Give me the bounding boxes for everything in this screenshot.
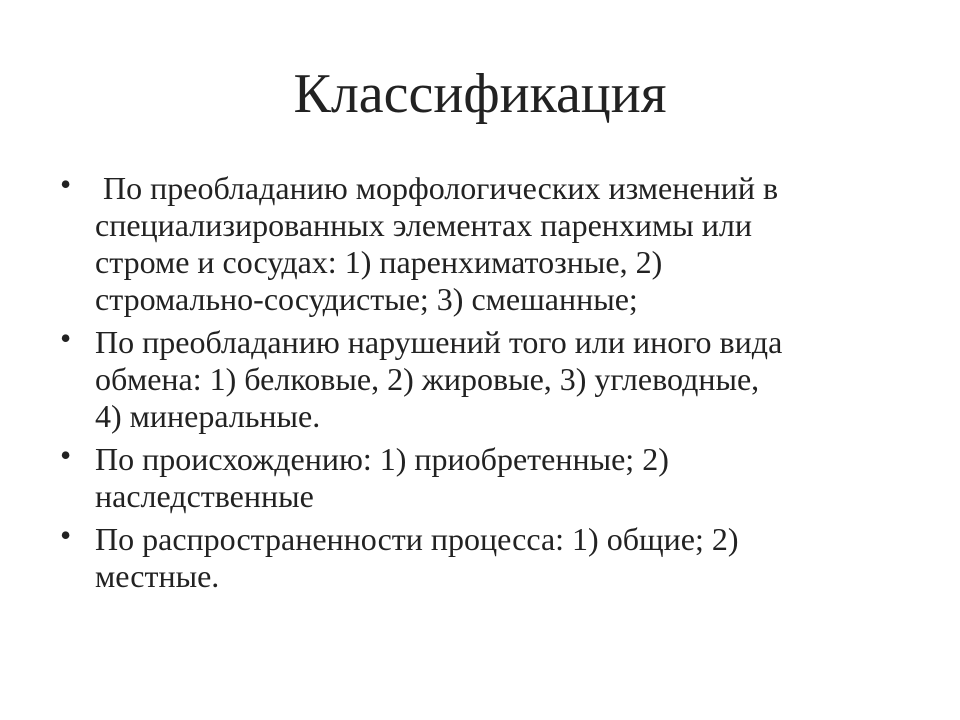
- bullet-item-prevalence: [0, 517, 960, 595]
- bullet-item-morphology: [0, 166, 960, 318]
- bullet-text-line: По преобладанию нарушений того или иного вида: [95, 324, 783, 360]
- bullet-text-line: наследственные: [95, 478, 314, 514]
- bullet-text-line: стромально-сосудистые; 3) смешанные;: [95, 281, 638, 317]
- bullet-text-line: специализированных элементах паренхимы или: [95, 207, 752, 243]
- bullet-text-line: 4) минеральные.: [95, 398, 321, 434]
- bullet-text-line: строме и сосудах: 1) паренхиматозные, 2): [95, 244, 663, 280]
- bullet-text-line: местные.: [95, 558, 220, 594]
- bullet-icon: •: [60, 320, 72, 356]
- bullet-item-origin: [0, 437, 960, 515]
- bullet-text-line: По распространенности процесса: 1) общие; 2): [95, 521, 739, 557]
- bullet-text-line: По преобладанию морфологических изменений в: [95, 170, 779, 206]
- bullet-icon: •: [60, 517, 72, 553]
- bullet-text-line: обмена: 1) белковые, 2) жировые, 3) углеводные,: [95, 361, 760, 397]
- bullet-list: [0, 166, 960, 601]
- bullet-icon: •: [60, 166, 72, 202]
- slide-title: Классификация: [293, 63, 667, 125]
- bullet-text-line: По происхождению: 1) приобретенные; 2): [95, 441, 669, 477]
- bullet-item-metabolism: [0, 320, 960, 435]
- bullet-icon: •: [60, 437, 72, 473]
